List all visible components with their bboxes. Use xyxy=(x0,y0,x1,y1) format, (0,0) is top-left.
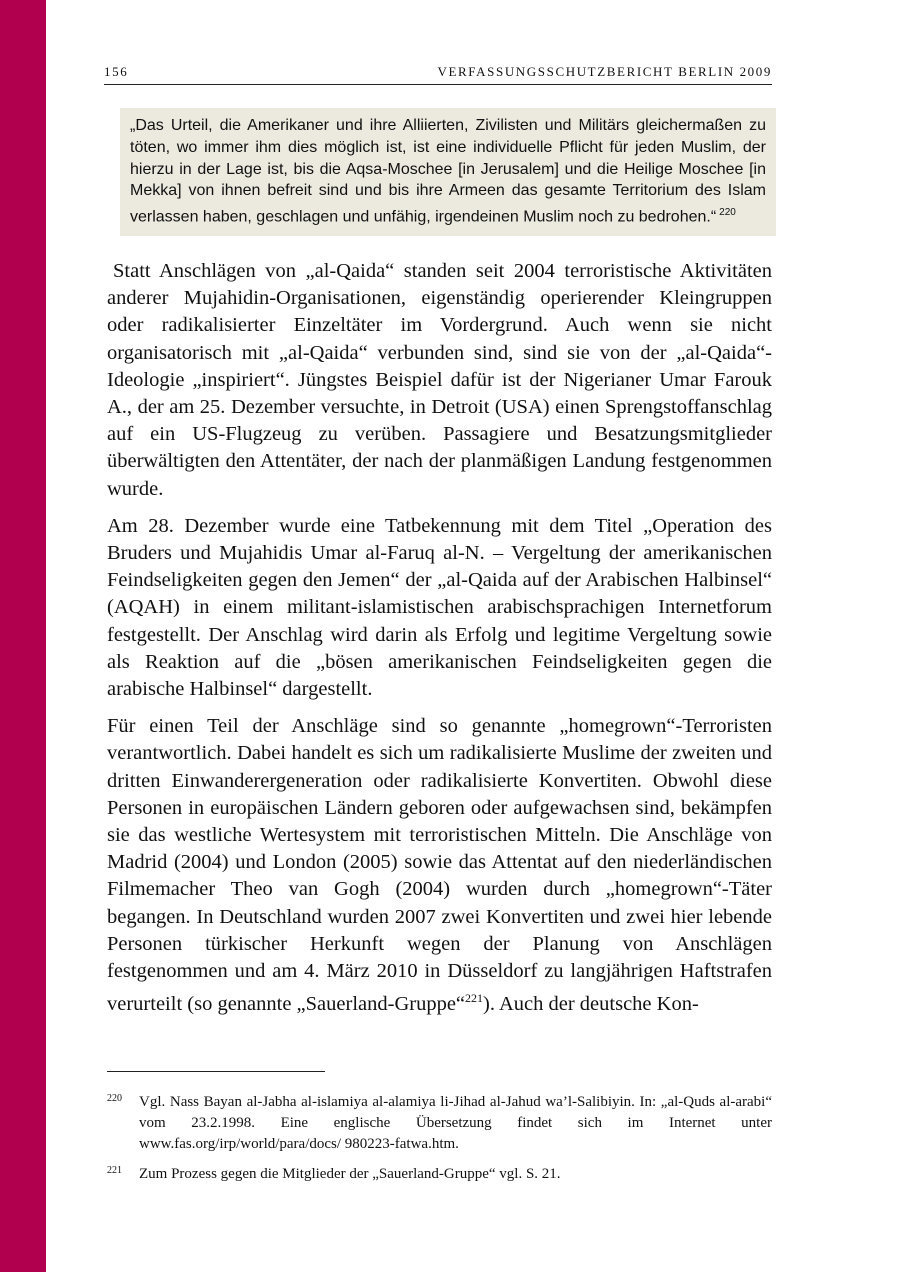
footnote-number: 221 xyxy=(107,1165,122,1176)
side-color-bar xyxy=(0,0,46,1272)
footnote-220 xyxy=(107,1092,772,1155)
paragraph-3-tail: ). Auch der deutsche Kon- xyxy=(483,993,699,1016)
footnote-text: Vgl. Nass Bayan al-Jabha al-islamiya al-alamiya li-Jihad al-Jahud wa’l-Salibiyin. In: „al-Quds al-arabi“ vom 23.2.1998. Eine englische Übersetzung findet sich im Internet unter www.fas.org/irp/world/para/docs/ 980223-fatwa.htm. xyxy=(139,1094,772,1152)
footnote-text: Zum Prozess gegen die Mitglieder der „Sauerland-Gruppe“ vgl. S. 21. xyxy=(139,1166,561,1182)
footnote-number: 220 xyxy=(107,1093,122,1104)
quote-box xyxy=(120,108,776,236)
running-title: VERFASSUNGSSCHUTZBERICHT BERLIN 2009 xyxy=(437,64,772,79)
footnote-divider xyxy=(107,1071,325,1072)
paragraph-3 xyxy=(107,713,772,1018)
quote-footnote-ref[interactable]: 220 xyxy=(719,207,736,219)
footnote-ref-221[interactable]: 221 xyxy=(465,991,484,1006)
page-header xyxy=(104,64,772,85)
paragraph-2: Am 28. Dezember wurde eine Tatbekennung mit dem Titel „Operation des Bruders und Mujahidis Umar al-Faruq al-N. – Vergeltung der amerikanischen Feindseligkeiten gegen den Jemen“ der „al-Qaida auf der Arabischen Halbinsel“ (AQAH) in einem militant-islamistischen arabischsprachigen Internetforum festgestellt. Der Anschlag wird darin als Erfolg und legitime Vergeltung sowie als Reaktion auf die „bösen amerikanischen Feindseligkeiten gegen die arabische Halbinsel“ dargestellt. xyxy=(107,514,772,701)
body-text xyxy=(107,258,772,1028)
page-number: 156 xyxy=(104,64,129,79)
footnotes xyxy=(107,1092,772,1194)
footnote-221 xyxy=(107,1164,772,1185)
paragraph-3-text: Für einen Teil der Anschläge sind so genannte „homegrown“-Terroristen verantwortlich. Dabei handelt es sich um radikalisierte Muslime der zweiten und dritten Einwanderergeneration oder radikalisierte Konvertiten. Obwohl diese Personen in europäischen Ländern geboren oder aufgewachsen sind, bekämpfen sie das westliche Wertesystem mit terroristischen Mitteln. Die Anschläge von Madrid (2004) und London (2005) sowie das Attentat auf den niederländischen Filmemacher Theo van Gogh (2004) wurden durch „homegrown“-Täter begangen. In Deutschland wurden 2007 zwei Konvertiten und zwei hier lebende Personen türkischer Herkunft wegen der Planung von Anschlägen festgenommen und am 4. März 2010 in Düsseldorf zu langjährigen Haftstrafen verurteilt (so genannte „Sauerland-Gruppe“ xyxy=(107,715,772,1016)
quote-text: „Das Urteil, die Amerikaner und ihre Alliierten, Zivilisten und Militärs gleichermaßen zu töten, wo immer ihm dies möglich ist, ist eine individuelle Pflicht für jeden Muslim, der hierzu in der Lage ist, bis die Aqsa-Moschee [in Jerusalem] und die Heilige Moschee [in Mekka] von ihnen befreit sind und bis ihre Armeen das gesamte Territorium des Islam verlassen haben, geschlagen und unfähig, irgendeinen Muslim noch zu bedrohen.“ xyxy=(130,117,766,226)
paragraph-1: Statt Anschlägen von „al-Qaida“ standen seit 2004 terroristische Aktivitäten anderer Mujahidin-Organisationen, eigenständig operierender Kleingruppen oder radikalisierter Einzeltäter im Vordergrund. Auch wenn sie nicht organisatorisch mit „al-Qaida“ verbunden sind, sind sie von der „al-Qaida“-Ideologie „inspiriert“. Jüngstes Beispiel dafür ist der Nigerianer Umar Farouk A., der am 25. Dezember versuchte, in Detroit (USA) einen Sprengstoffanschlag auf ein US-Flugzeug zu verüben. Passagiere und Besatzungsmitglieder überwältigten den Attentäter, der nach der planmäßigen Landung festgenommen wurde. xyxy=(107,260,772,500)
